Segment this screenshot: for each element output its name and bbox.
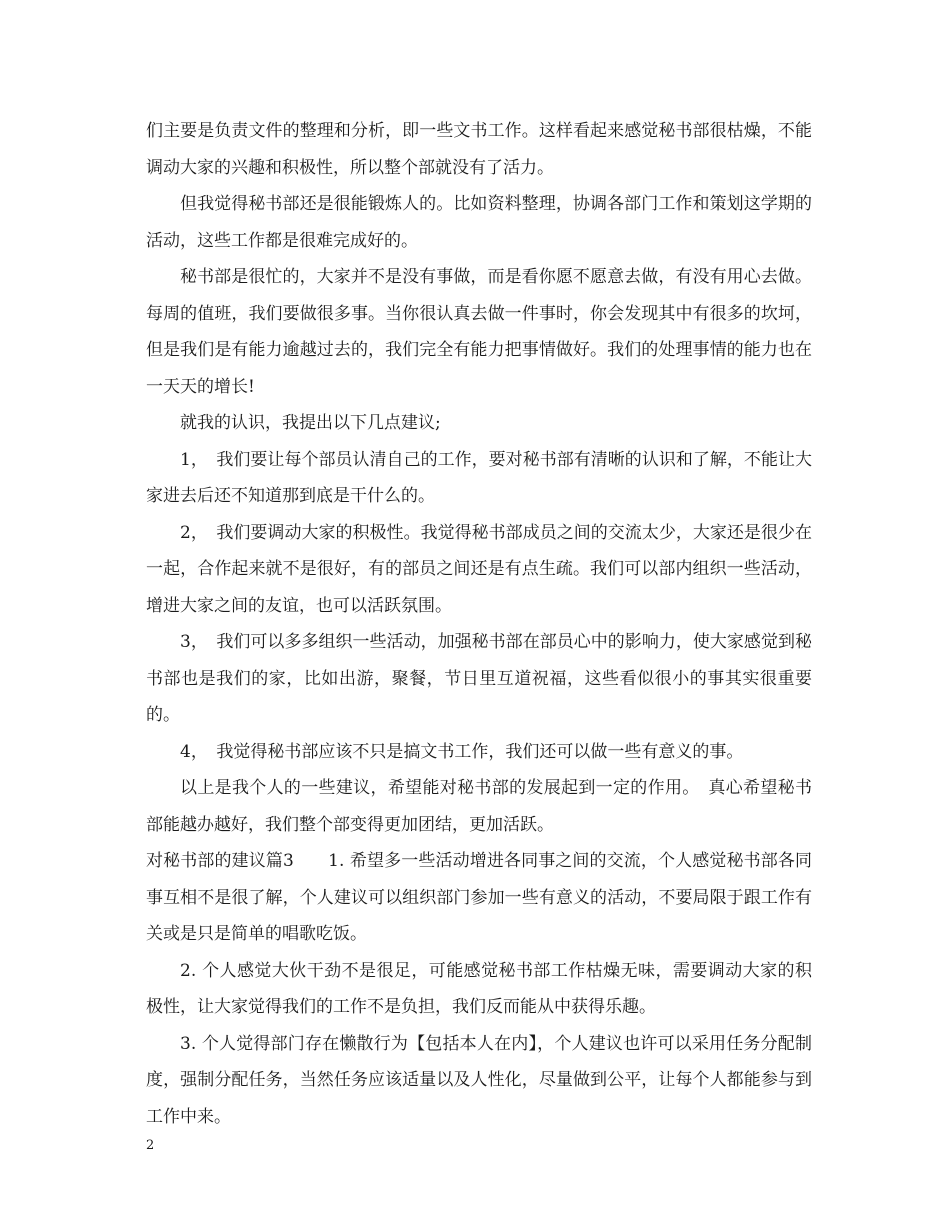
paragraph-continuation: 们主要是负责文件的整理和分析，即一些文书工作。这样看起来感觉秘书部很枯燥，不能调动大家的兴趣和积极性，所以整个部就没有了活力。 [146,121,812,178]
suggestion-item-4: 4， 我觉得秘书部应该不只是搞文书工作，我们还可以做一些有意义的事。 [180,741,744,762]
paragraph-busy-work: 秘书部是很忙的，大家并不是没有事做，而是看你愿不愿意去做，有没有用心去做。每周的值班，我们要做很多事。当你很认真去做一件事时，你会发现其中有很多的坎坷，但是我们是有能力逾越过去的，我们完全有能力把事情做好。我们的处理事情的能力也在一天天的增长! [146,267,812,397]
body-text [146,113,812,1135]
suggestion-item-3: 3， 我们可以多多组织一些活动，加强秘书部在部员心中的影响力，使大家感觉到秘书部也是我们的家，比如出游，聚餐，节日里互道祝福，这些看似很小的事其实很重要的。 [146,632,812,725]
suggestion-item-1: 1， 我们要让每个部员认清自己的工作，要对秘书部有清晰的认识和了解，不能让大家进去后还不知道那到底是干什么的。 [146,449,812,506]
section3-item-3: 3. 个人觉得部门存在懒散行为【包括本人在内】，个人建议也许可以采用任务分配制度，强制分配任务，当然任务应该适量以及人性化，尽量做到公平，让每个人都能参与到工作中来。 [146,1033,812,1127]
section3-item-2: 2. 个人感觉大伙干劲不是很足，可能感觉秘书部工作枯燥无味，需要调动大家的积极性，让大家觉得我们的工作不是负担，我们反而能从中获得乐趣。 [146,960,812,1017]
page-number: 2 [146,1138,155,1153]
paragraph-conclusion: 以上是我个人的一些建议，希望能对秘书部的发展起到一定的作用。 真心希望秘书部能越办越好，我们整个部变得更加团结，更加活跃。 [146,778,812,835]
paragraph-training-value: 但我觉得秘书部还是很能锻炼人的。比如资料整理，协调各部门工作和策划这学期的活动，这些工作都是很难完成好的。 [146,194,812,251]
paragraph-suggestions-intro: 就我的认识，我提出以下几点建议; [180,413,441,433]
section-heading-part-3: 对秘书部的建议篇3 1. 希望多一些活动增进各同事之间的交流，个人感觉秘书部各同事互相不是很了解，个人建议可以组织部门参加一些有意义的活动，不要局限于跟工作有关或是只是简单的唱歌吃饭。 [146,851,812,944]
suggestion-item-2: 2， 我们要调动大家的积极性。我觉得秘书部成员之间的交流太少，大家还是很少在一起，合作起来就不是很好，有的部员之间还是有点生疏。我们可以部内组织一些活动，增进大家之间的友谊，也可以活跃氛围。 [146,522,812,616]
